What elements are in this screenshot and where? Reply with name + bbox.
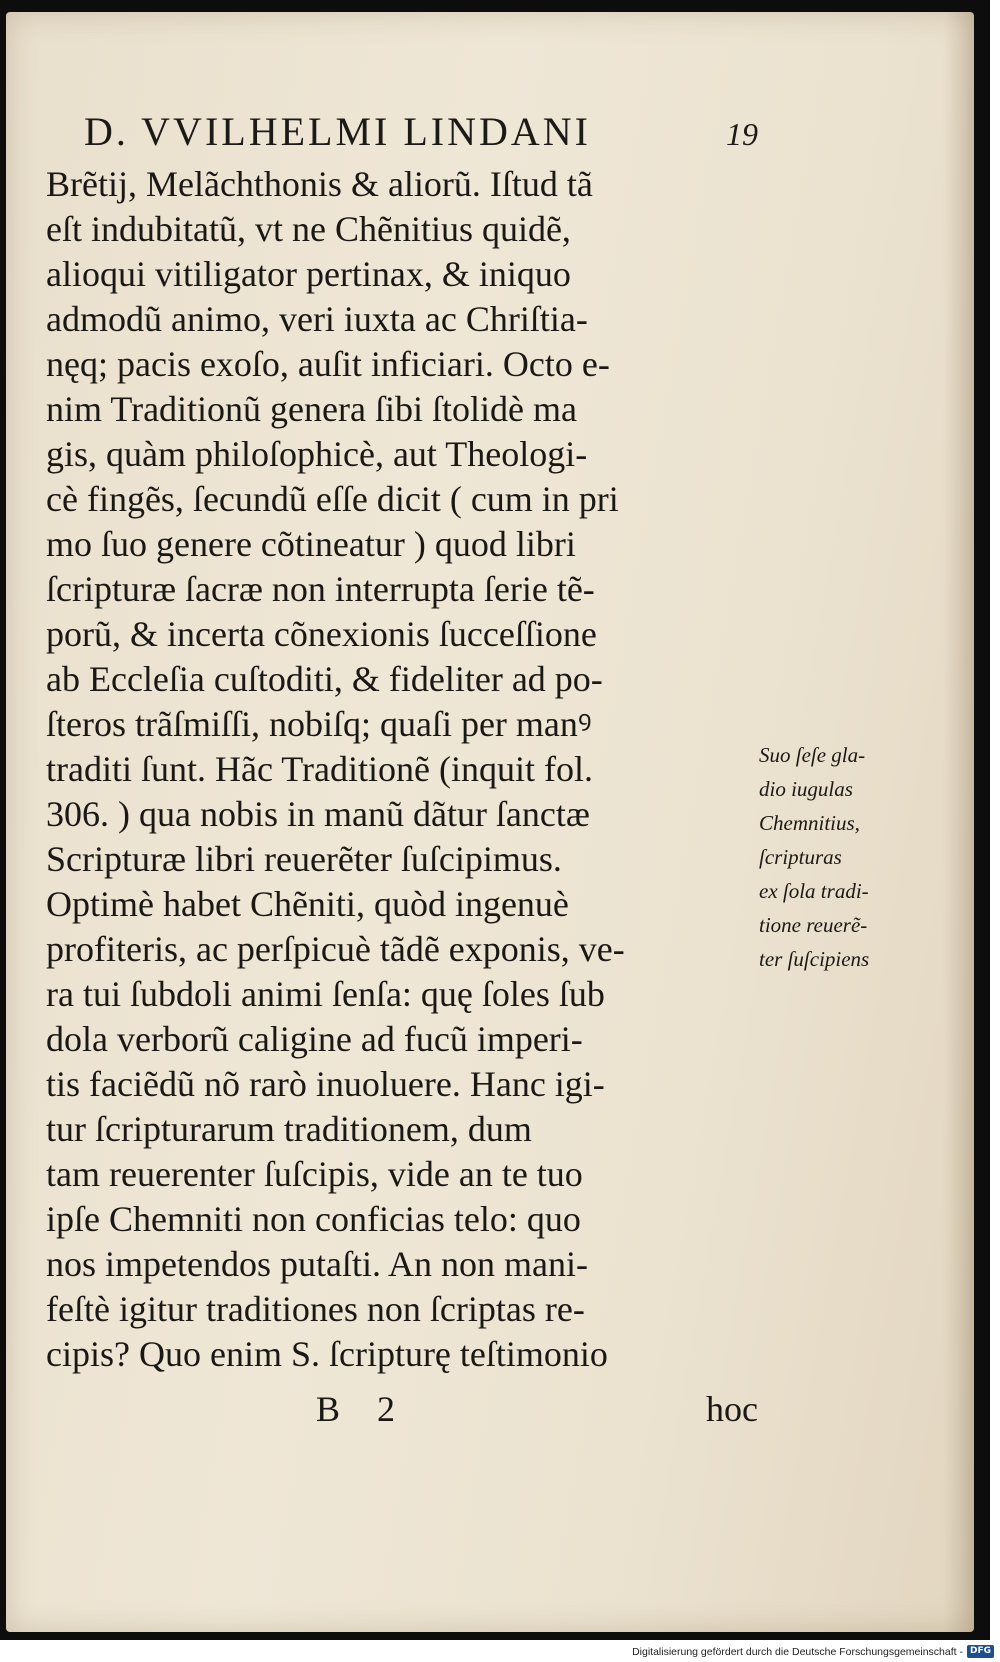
page-edge-shadow (944, 12, 974, 1632)
text-line: nęq; pacis exoſo, auſit inficiari. Octo e- (46, 344, 610, 384)
text-line: tis faciẽdũ nõ rarò inuoluere. Hanc igi- (46, 1064, 605, 1104)
text-line: tur ſcripturarum traditionem, dum (46, 1109, 532, 1149)
text-line: alioqui vitiligator pertinax, & iniquo (46, 254, 571, 294)
text-line: dola verborũ caligine ad fucũ imperi- (46, 1019, 583, 1059)
text-line: Optimè habet Chẽniti, quòd ingenuè (46, 884, 569, 924)
page-number: 19 (726, 116, 758, 152)
digitization-credit (632, 1645, 994, 1658)
marginal-note-line: ſcripturas (759, 845, 842, 869)
text-line: gis, quàm philoſophicè, aut Theologi- (46, 434, 588, 474)
text-line: cè fingẽs, ſecundũ eſſe dicit ( cum in pri (46, 479, 619, 519)
book-page (6, 12, 974, 1632)
text-line: cipis? Quo enim S. ſcripturę teſtimonio (46, 1334, 608, 1374)
text-line: ab Eccleſia cuſtoditi, & fideliter ad po- (46, 659, 603, 699)
marginal-note-line: dio iugulas (759, 777, 853, 801)
text-line: porũ, & incerta cõnexionis ſucceſſione (46, 614, 597, 654)
text-line: profiteris, ac perſpicuè tãdẽ exponis, ve- (46, 929, 625, 969)
text-line: 306. ) qua nobis in manũ dãtur ſanctæ (46, 794, 590, 834)
running-head (84, 108, 764, 160)
dfg-logo-icon: DFG (967, 1645, 994, 1658)
marginal-note (759, 738, 929, 976)
body-text (46, 162, 766, 1377)
text-line: mo ſuo genere cõtineatur ) quod libri (46, 524, 576, 564)
text-line: admodũ animo, veri iuxta ac Chriſtia- (46, 299, 588, 339)
text-line: nos impetendos putaſti. An non mani- (46, 1244, 588, 1284)
signature-mark: B 2 (316, 1389, 410, 1429)
text-line: nim Traditionũ genera ſibi ſtolidè ma (46, 389, 577, 429)
text-line: ra tui ſubdoli animi ſenſa: quę ſoles ſub (46, 974, 605, 1014)
text-line: traditi ſunt. Hãc Traditionẽ (inquit fol. (46, 749, 593, 789)
marginal-note-line: Suo ſeſe gla- (759, 743, 866, 767)
marginal-note-line: ex ſola tradi- (759, 879, 869, 903)
marginal-note-line: tione reuerẽ- (759, 913, 868, 937)
text-line: ſcripturæ ſacræ non interrupta ſerie tẽ- (46, 569, 595, 609)
digitization-credit-text: Digitalisierung gefördert durch die Deutsche Forschungsgemeinschaft - (632, 1645, 963, 1658)
signature-line (46, 1388, 766, 1440)
marginal-note-line: ter ſuſcipiens (759, 947, 870, 971)
text-line: Brẽtij, Melãchthonis & aliorũ. Iſtud tã (46, 164, 593, 204)
text-line: ipſe Chemniti non conficias telo: quo (46, 1199, 581, 1239)
catchword: hoc (706, 1389, 758, 1429)
running-title: D. VVILHELMI LINDANI (84, 109, 591, 154)
text-line: Scripturæ libri reuerẽter ſuſcipimus. (46, 839, 562, 879)
text-line: ſteros trãſmiſſi, nobiſq; quaſi per manꝰ (46, 704, 592, 744)
text-line: eſt indubitatũ, vt ne Chẽnitius quidẽ, (46, 209, 571, 249)
marginal-note-line: Chemnitius, (759, 811, 860, 835)
text-line: tam reuerenter ſuſcipis, vide an te tuo (46, 1154, 583, 1194)
text-line: feſtè igitur traditiones non ſcriptas re- (46, 1289, 585, 1329)
